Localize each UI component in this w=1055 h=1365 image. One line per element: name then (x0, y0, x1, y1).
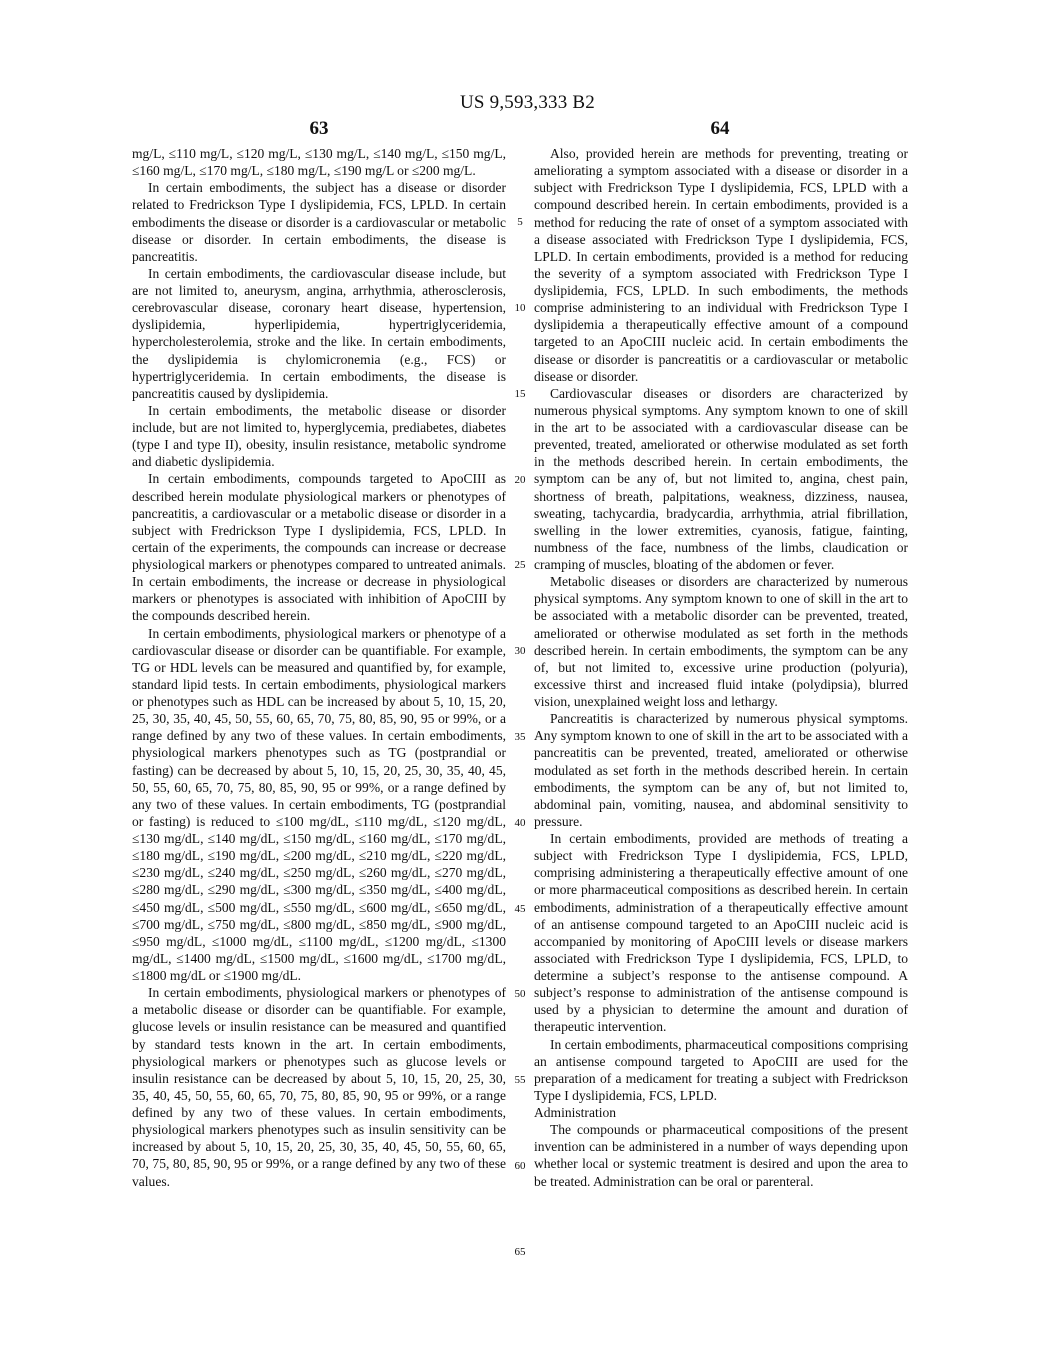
left-column (132, 145, 506, 1190)
left-page-number: 63 (309, 118, 329, 139)
paragraph: In certain embodiments, the subject has a disease or disorder related to Fredrickson Type I dyslipidemia, FCS, LPLD. In certain embodiments the disease or disorder is a cardiovascular or metabolic disease or disorder. In certain embodiments, the disease is pancreatitis. (132, 180, 506, 264)
paragraph: Metabolic diseases or disorders are characterized by numerous physical symptoms. Any symptom known to one of skill in the art to be associated with a metabolic disorder can be prevented, treated, ameliorated or otherwise modulated as set forth in the methods described herein. In certain embodiments, the symptom can be any of, but not limited to, excessive urine production (polyuria), excessive thirst and increased fluid intake (polydipsia), blurred vision, unexplained weight loss and lethargy. (534, 574, 908, 709)
line-number: 35 (514, 731, 526, 743)
paragraph: The compounds or pharmaceutical compositions of the present invention can be administered in a number of ways depending upon whether local or systemic treatment is desired and upon the area to be treated. Administration can be oral or parenteral. (534, 1122, 908, 1189)
section-heading: Administration (534, 1105, 617, 1120)
right-column (534, 145, 908, 1190)
line-number: 60 (514, 1160, 526, 1172)
line-number: 25 (514, 559, 526, 571)
paragraph: In certain embodiments, physiological markers or phenotypes of a metabolic disease or disorder can be quantifiable. For example, glucose levels or insulin resistance can be measured and quantified by standard tests known in the art. In certain embodiments, physiological markers or phenotypes such as glucose levels or insulin resistance can be decreased by about 5, 10, 15, 20, 25, 30, 35, 40, 45, 50, 55, 60, 65, 70, 75, 80, 85, 90, 95 or 99%, or a range defined by any two of these values. In certain embodiments, physiological markers phenotypes such as insulin sensitivity can be increased by about 5, 10, 15, 20, 25, 30, 35, 40, 45, 50, 55, 60, 65, 70, 75, 80, 85, 90, 95 or 99%, or a range defined by any two of these values. (132, 985, 506, 1189)
line-number: 15 (514, 388, 526, 400)
line-number: 30 (514, 645, 526, 657)
paragraph: In certain embodiments, physiological markers or phenotype of a cardiovascular disease or disorder can be quantifiable. For example, TG or HDL levels can be measured and quantified by, for example, standard lipid tests. In certain embodiments, physiological markers or phenotypes such as HDL can be increased by about 5, 10, 15, 20, 25, 30, 35, 40, 45, 50, 55, 60, 65, 70, 75, 80, 85, 90, 95 or 99%, or a range defined by any two of these values. In certain embodiments, physiological markers phenotypes such as TG (postprandial or fasting) can be decreased by about 5, 10, 15, 20, 25, 30, 35, 40, 45, 50, 55, 60, 65, 70, 75, 80, 85, 90, 95 or 99%, or a range defined by any two of these values. In certain embodiments, TG (postprandial or fasting) is reduced to ≤100 mg/dL, ≤110 mg/dL, ≤120 mg/dL, ≤130 mg/dL, ≤140 mg/dL, ≤150 mg/dL, ≤160 mg/dL, ≤170 mg/dL, ≤180 mg/dL, ≤190 mg/dL, ≤200 mg/dL, ≤210 mg/dL, ≤220 mg/dL, ≤230 mg/dL, ≤240 mg/dL, ≤250 mg/dL, ≤260 mg/dL, ≤270 mg/dL, ≤280 mg/dL, ≤290 mg/dL, ≤300 mg/dL, ≤350 mg/dL, ≤400 mg/dL, ≤450 mg/dL, ≤500 mg/dL, ≤550 mg/dL, ≤600 mg/dL, ≤650 mg/dL, ≤700 mg/dL, ≤750 mg/dL, ≤800 mg/dL, ≤850 mg/dL, ≤900 mg/dL, ≤950 mg/dL, ≤1000 mg/dL, ≤1100 mg/dL, ≤1200 mg/dL, ≤1300 mg/dL, ≤1400 mg/dL, ≤1500 mg/dL, ≤1600 mg/dL, ≤1700 mg/dL, ≤1800 mg/dL or ≤1900 mg/dL. (132, 625, 506, 983)
line-number: 45 (514, 903, 526, 915)
line-number: 40 (514, 817, 526, 829)
line-number: 50 (514, 988, 526, 1000)
paragraph: In certain embodiments, pharmaceutical compositions comprising an antisense compound targeted to ApoCIII are used for the preparation of a medicament for treating a subject with Fredrickson Type I dyslipidemia, FCS, LPLD. (534, 1036, 908, 1103)
line-number: 55 (514, 1074, 526, 1086)
line-number: 5 (517, 216, 523, 228)
paragraph: In certain embodiments, the metabolic disease or disorder include, but are not limited to, hyperglycemia, prediabetes, diabetes (type I and type II), obesity, insulin resistance, metabolic syndrome and diabetic dyslipidemia. (132, 402, 506, 470)
paragraph: mg/L, ≤110 mg/L, ≤120 mg/L, ≤130 mg/L, ≤140 mg/L, ≤150 mg/L, ≤160 mg/L, ≤170 mg/L, ≤180 mg/L, ≤190 mg/L or ≤200 mg/L. (132, 146, 506, 179)
paragraph: In certain embodiments, provided are methods of treating a subject with Fredrickson Type I dyslipidemia, FCS, LPLD, comprising administering a therapeutically effective amount of one or more pharmaceutical compositions as described herein. In certain embodiments, administration of a therapeutically effective amount of an antisense compound targeted to an ApoCIII nucleic acid is accompanied by monitoring of ApoCIII levels or disease markers associated with Fredrickson Type I dyslipidemia, FCS, LPLD, to determine a subject’s response to the antisense compound. A subject’s response to administration of the antisense compound is used by a physician to determine the amount and duration of therapeutic intervention. (534, 831, 908, 1035)
paragraph: In certain embodiments, the cardiovascular disease include, but are not limited to, aneurysm, angina, arrhythmia, atherosclerosis, cerebrovascular disease, coronary heart disease, hypertension, dyslipidemia, hyperlipidemia, hypertriglyceridemia, hypercholesterolemia, stroke and the like. In certain embodiments, the dyslipidemia is chylomicronemia (e.g., FCS) or hypertriglyceridemia. In certain embodiments, the disease is pancreatitis caused by dyslipidemia. (132, 265, 506, 401)
paragraph: In certain embodiments, compounds targeted to ApoCIII as described herein modulate physiological markers or phenotypes of pancreatitis, a cardiovascular or a metabolic disease or disorder in a subject with Fredrickson Type I dyslipidemia, FCS, LPLD. In certain of the experiments, the compounds can increase or decrease physiological markers or phenotypes compared to untreated animals. In certain embodiments, the increase or decrease in physiological markers or phenotypes is associated with inhibition of ApoCIII by the compounds described herein. (132, 471, 506, 624)
line-number: 20 (514, 474, 526, 486)
right-page-number: 64 (710, 118, 730, 139)
paragraph: Pancreatitis is characterized by numerous physical symptoms. Any symptom known to one of skill in the art to be associated with a pancreatitis can be prevented, treated, ameliorated or otherwise modulated as set forth in the methods described herein. In certain embodiments, the symptom can be any of, but not limited to, abdominal pain, vomiting, nausea, and abdominal sensitivity to pressure. (534, 711, 908, 829)
patent-number: US 9,593,333 B2 (460, 92, 595, 113)
line-number: 65 (514, 1246, 526, 1258)
paragraph: Also, provided herein are methods for preventing, treating or ameliorating a symptom associated with a disease or disorder in a subject with Fredrickson Type I dyslipidemia, FCS, LPLD with a compound described herein. In certain embodiments, provided is a method for reducing the rate of onset of a symptom associated with a disease associated with Fredrickson Type I dyslipidemia, FCS, LPLD. In certain embodiments, provided is a method for reducing the severity of a symptom associated with Fredrickson Type I dyslipidemia, FCS, LPLD. In such embodiments, the methods comprise administering to an individual with Fredrickson Type I dyslipidemia a therapeutically effective amount of a compound targeted to an ApoCIII nucleic acid. In certain embodiments the disease or disorder is pancreatitis or a cardiovascular or metabolic disease or disorder. (534, 146, 908, 384)
paragraph: Cardiovascular diseases or disorders are characterized by numerous physical symptoms. Any symptom known to one of skill in the art to be associated with a cardiovascular disease can be prevented, treated, ameliorated or otherwise modulated as set forth in the methods described herein. In certain embodiments, the symptom can be any of, but not limited to, angina, chest pain, shortness of breath, palpitations, weakness, dizziness, nausea, sweating, tachycardia, bradycardia, arrhythmia, atrial fibrillation, swelling in the lower extremities, cyanosis, fatigue, fainting, numbness of the face, numbness of the limbs, claudication or cramping of muscles, bloating of the abdomen or fever. (534, 385, 908, 572)
line-number: 10 (514, 302, 526, 314)
